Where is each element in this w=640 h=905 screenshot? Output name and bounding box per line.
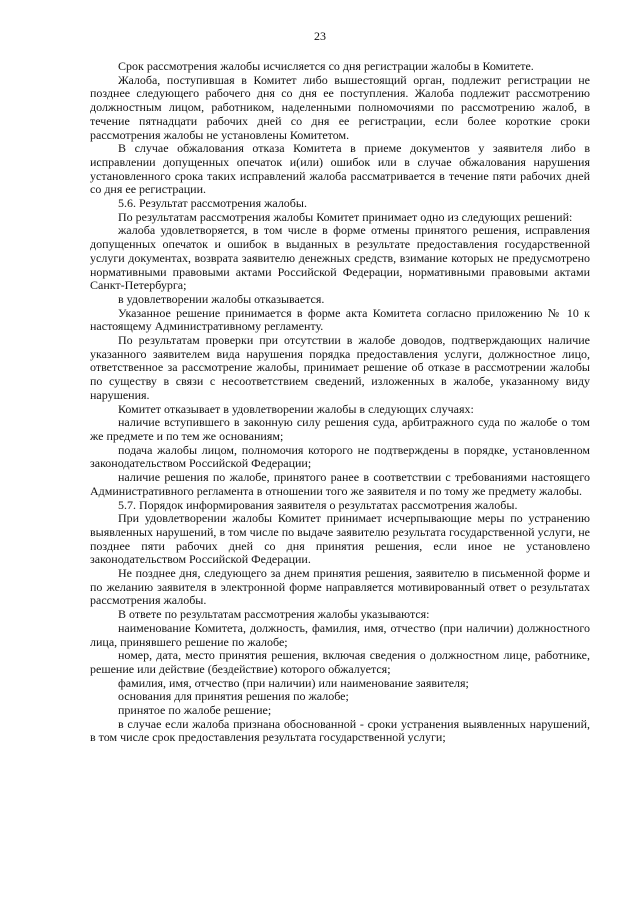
list-item: номер, дата, место принятия решения, включая сведения о должностном лице, работнике, решение или действие (бездействие) которого обжалуется; <box>90 648 590 676</box>
page-number: 23 <box>314 29 326 43</box>
paragraph: Комитет отказывает в удовлетворении жалобы в следующих случаях: <box>118 401 474 416</box>
paragraph: По результатам проверки при отсутствии в жалобе доводов, подтверждающих наличие указанного заявителем вида нарушения порядка предоставления услуги, должностное лицо, ответственное за рассмотрение жалобы, принимает решение об отказе в рассмотрении жалобы по существу в связи с несоответствием сведений, изложенных в жалобе, указанному виду нарушения. <box>90 333 590 402</box>
paragraph: В случае обжалования отказа Комитета в приеме документов у заявителя либо в исправлении допущенных опечаток и(или) ошибок или в случае обжалования нарушения установленного срока таких исправлений жалоба рассматривается в течение пяти рабочих дней со дня ее регистрации. <box>90 141 590 197</box>
section-heading: 5.7. Порядок информирования заявителя о результатах рассмотрения жалобы. <box>118 497 518 512</box>
list-item: фамилия, имя, отчество (при наличии) или наименование заявителя; <box>118 675 469 690</box>
paragraph: При удовлетворении жалобы Комитет принимает исчерпывающие меры по устранению выявленных нарушений, в том числе по выдаче заявителю результата государственной услуги, не позднее пяти рабочих дней со дня принятия решения, если иное не установлено законодательством Российской Федерации. <box>90 511 590 567</box>
list-item: основания для принятия решения по жалобе; <box>118 689 349 704</box>
list-item: в случае если жалоба признана обоснованной - сроки устранения выявленных нарушений, в том числе срок предоставления результата государственной услуги; <box>90 716 590 745</box>
paragraph: Указанное решение принимается в форме акта Комитета согласно приложению № 10 к настоящему Административному регламенту. <box>90 305 590 334</box>
paragraph: Не позднее дня, следующего за днем принятия решения, заявителю в письменной форме и по желанию заявителя в электронной форме направляется мотивированный ответ о результатах рассмотрения жалобы. <box>90 566 590 608</box>
list-item: наличие вступившего в законную силу решения суда, арбитражного суда по жалобе о том же предмете и по тем же основаниям; <box>90 415 590 443</box>
list-item: жалоба удовлетворяется, в том числе в форме отмены принятого решения, исправления допущенных опечаток и ошибок в выданных в результате предоставления государственной услуги документах, возврата заявителю денежных средств, взимание которых не предусмотрено нормативными правовыми актами Российской Федерации, нормативными правовыми актами Санкт-Петербурга; <box>90 223 590 293</box>
paragraph: По результатам рассмотрения жалобы Комитет принимает одно из следующих решений: <box>118 209 573 224</box>
document-body <box>90 60 590 745</box>
paragraph: Жалоба, поступившая в Комитет либо вышестоящий орган, подлежит регистрации не позднее следующего рабочего дня со дня ее поступления. Жалоба подлежит рассмотрению должностным лицом, работником, наделенными полномочиями по рассмотрению жалоб, в течение пятнадцати рабочих дней со дня ее регистрации, если более короткие сроки рассмотрения жалобы не установлены Комитетом. <box>90 72 590 142</box>
section-heading: 5.6. Результат рассмотрения жалобы. <box>118 196 307 211</box>
list-item: подача жалобы лицом, полномочия которого не подтверждены в порядке, установленном законодательством Российской Федерации; <box>90 442 590 471</box>
list-item: принятое по жалобе решение; <box>118 703 272 718</box>
list-item: в удовлетворении жалобы отказывается. <box>118 291 325 306</box>
paragraph: В ответе по результатам рассмотрения жалобы указываются: <box>118 607 430 622</box>
paragraph: Срок рассмотрения жалобы исчисляется со дня регистрации жалобы в Комитете. <box>118 59 534 73</box>
list-item: наличие решения по жалобе, принятого ранее в соответствии с требованиями настоящего Административного регламента в отношении того же заявителя и по тому же предмету жалобы. <box>90 470 590 498</box>
list-item: наименование Комитета, должность, фамилия, имя, отчество (при наличии) должностного лица, принявшего решение по жалобе; <box>90 620 590 649</box>
